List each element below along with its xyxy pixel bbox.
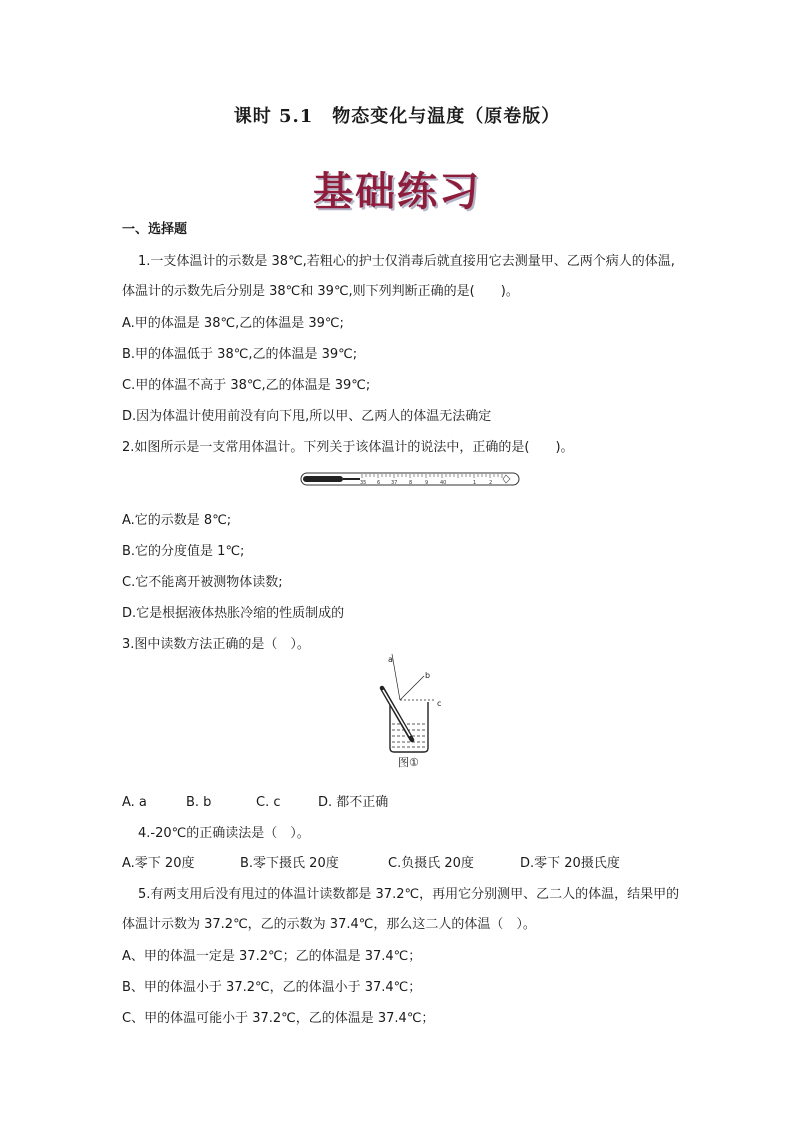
scale-label: 40 — [440, 480, 447, 486]
scale-label: 9 — [425, 480, 429, 486]
q3-option-d: D. 都不正确 — [318, 795, 389, 810]
q3-option-a: A. a — [122, 795, 147, 810]
beaker-reading-figure — [376, 652, 446, 772]
q2-option-a: A.它的示数是 8℃; — [122, 513, 232, 528]
q5-option-b: B、甲的体温小于 37.2℃，乙的体温小于 37.4℃； — [122, 980, 422, 995]
q1-option-c: C.甲的体温不高于 38℃,乙的体温是 39℃; — [122, 378, 371, 393]
document-title: 课时 5.1 物态变化与温度（原卷版） — [233, 106, 561, 127]
q3-option-c: C. c — [256, 795, 281, 810]
scale-label: 35 — [360, 480, 367, 486]
q4-option-d: D.零下 20摄氏度 — [520, 856, 620, 871]
q5-option-a: A、甲的体温一定是 37.2℃；乙的体温是 37.4℃； — [122, 949, 422, 964]
q1-option-d: D.因为体温计使用前没有向下甩,所以甲、乙两人的体温无法确定 — [122, 409, 492, 424]
q1-option-a: A.甲的体温是 38℃,乙的体温是 39℃; — [122, 316, 344, 331]
scale-label: 1 — [473, 480, 477, 486]
label-a: a — [388, 655, 393, 664]
q2-option-b: B.它的分度值是 1℃; — [122, 544, 245, 559]
q3-options — [122, 791, 388, 810]
q4-option-c: C.负摄氏 20度 — [388, 856, 474, 871]
q4-option-a: A.零下 20度 — [122, 856, 195, 871]
section-title: 一、选择题 — [122, 222, 188, 237]
label-c: c — [437, 699, 442, 708]
q2-option-c: C.它不能离开被测物体读数; — [122, 575, 283, 590]
scale-label: 6 — [377, 480, 381, 486]
q2-option-d: D.它是根据液体热胀冷缩的性质制成的 — [122, 606, 345, 621]
q4-stem: 4.-20℃的正确读法是（ ）。 — [138, 826, 310, 841]
figure-caption: 图① — [398, 756, 419, 769]
q5-stem-line1: 5.有两支用后没有甩过的体温计读数都是 37.2℃，再用它分别测甲、乙二人的体温，结果甲的 — [138, 887, 680, 902]
q1-stem-line1: 1.一支体温计的示数是 38℃,若粗心的护士仅消毒后就直接用它去测量甲、乙两个病人的体温, — [138, 254, 675, 269]
scale-label: 2 — [489, 480, 493, 486]
scale-label: 37 — [391, 480, 398, 486]
thermometer-figure — [300, 468, 522, 490]
banner-heading: 基础练习 — [313, 169, 481, 215]
q1-stem-line2: 体温计的示数先后分别是 38℃和 39℃,则下列判断正确的是( )。 — [122, 284, 519, 299]
q2-stem: 2.如图所示是一支常用体温计。下列关于该体温计的说法中，正确的是( )。 — [122, 440, 574, 455]
q4-option-b: B.零下摄氏 20度 — [240, 856, 339, 871]
label-b: b — [425, 671, 431, 680]
scale-label: 8 — [409, 480, 413, 486]
q5-option-c: C、甲的体温可能小于 37.2℃，乙的体温是 37.4℃； — [122, 1011, 435, 1026]
q5-stem-line2: 体温计示数为 37.2℃，乙的示数为 37.4℃，那么这二人的体温（ ）。 — [122, 917, 536, 932]
q3-stem: 3.图中读数方法正确的是（ ）。 — [122, 637, 310, 652]
q4-options — [122, 852, 620, 871]
q1-option-b: B.甲的体温低于 38℃,乙的体温是 39℃; — [122, 347, 358, 362]
q3-option-b: B. b — [186, 795, 212, 810]
